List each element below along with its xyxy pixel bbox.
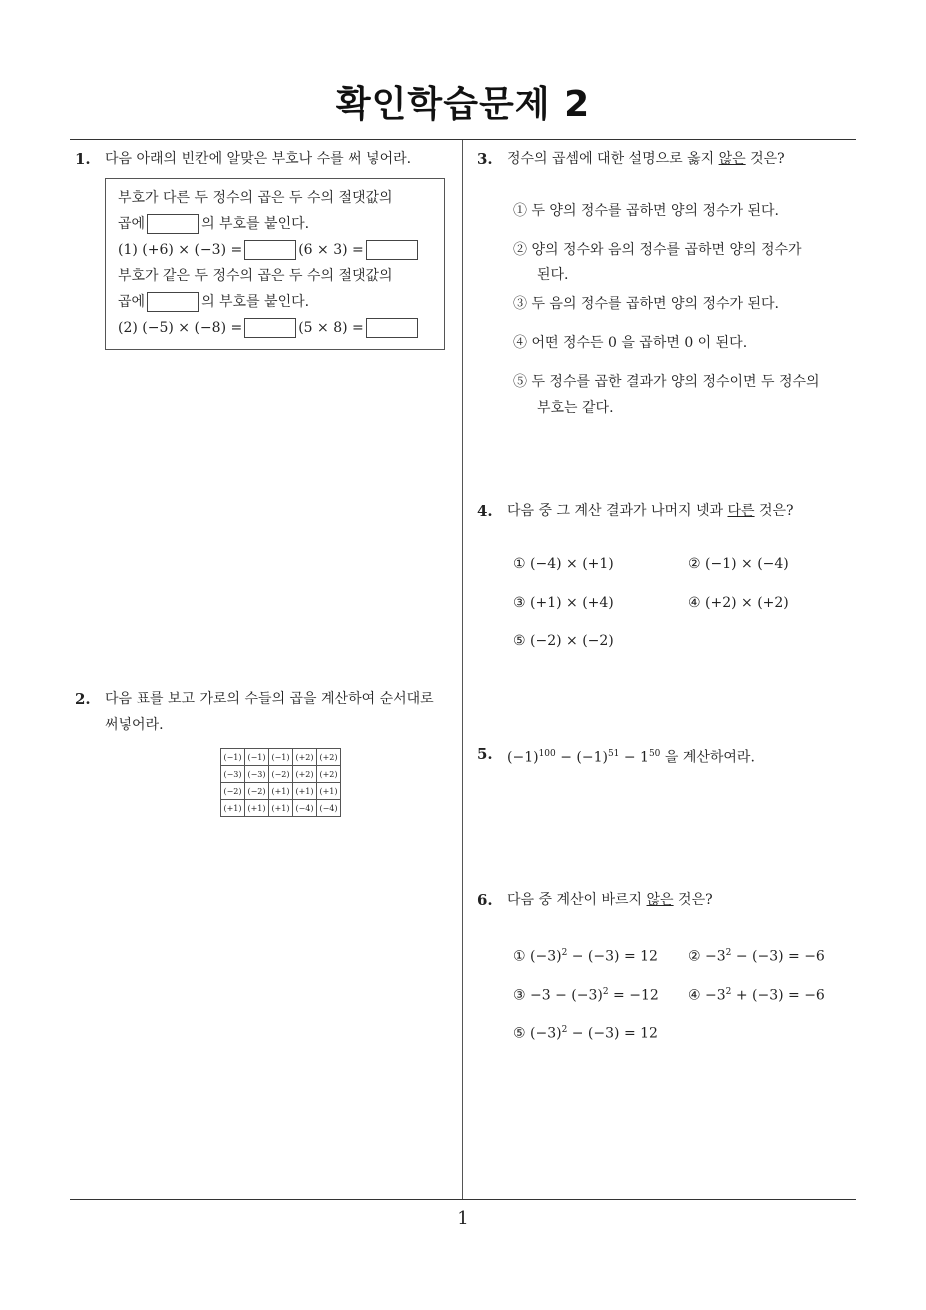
question-text-cont: 써넣어라. — [105, 717, 164, 733]
table-row — [221, 766, 341, 783]
text-part: 정수의 곱셈에 대한 설명으로 옳지 — [507, 151, 719, 167]
box-line-4: 부호가 같은 두 정수의 곱은 두 수의 절댓값의 — [118, 268, 393, 284]
table-cell: (+1) — [269, 783, 293, 800]
question-text — [507, 498, 794, 524]
box-text: (6 × 3) = — [298, 242, 364, 258]
question-text: 다음 아래의 빈칸에 알맞은 부호나 수를 써 넣어라. — [105, 151, 412, 167]
table-cell: (+2) — [317, 749, 341, 766]
table-row — [221, 783, 341, 800]
table-cell: (−4) — [293, 800, 317, 817]
table-row — [221, 800, 341, 817]
text-part: 다음 중 계산이 바르지 — [507, 892, 647, 908]
choice-1[interactable]: ① (−4) × (+1) — [513, 556, 614, 572]
answer-blank[interactable] — [244, 318, 296, 338]
choice-1[interactable] — [513, 940, 658, 970]
choice-3[interactable]: ③ 두 음의 정수를 곱하면 양의 정수가 된다. — [513, 296, 779, 312]
choice-3[interactable] — [513, 979, 659, 1009]
exponent: 2 — [602, 987, 609, 997]
exponent: 2 — [561, 1025, 568, 1035]
exponent: 100 — [538, 749, 556, 759]
choice-2[interactable]: ② (−1) × (−4) — [688, 556, 789, 572]
question-6 — [477, 887, 847, 913]
text-part: 것은? — [754, 503, 794, 519]
text-part: ③ −3 − (−3) — [513, 987, 603, 1004]
fill-in-box — [105, 178, 445, 350]
table-cell: (−2) — [269, 766, 293, 783]
choice-5-cont: 부호는 같다. — [537, 400, 614, 416]
table-cell: (−2) — [245, 783, 269, 800]
box-text: (5 × 8) = — [298, 320, 364, 336]
box-line-3 — [118, 237, 420, 263]
box-text: 곱에 — [118, 294, 146, 310]
box-text: (1) (+6) × (−3) = — [118, 242, 243, 258]
table-cell: (+2) — [293, 766, 317, 783]
question-number: 3. — [477, 150, 493, 168]
question-4 — [477, 498, 847, 524]
answer-blank[interactable] — [244, 240, 296, 260]
choice-2[interactable]: ② 양의 정수와 음의 정수를 곱하면 양의 정수가 — [513, 242, 802, 258]
number-table — [220, 748, 341, 817]
text-part: 을 계산하여라. — [660, 749, 755, 766]
column-divider — [462, 140, 463, 1200]
text-part: − (−3) = 12 — [567, 948, 658, 965]
question-number: 2. — [75, 690, 91, 708]
choice-4[interactable]: ④ 어떤 정수든 0 을 곱하면 0 이 된다. — [513, 335, 748, 351]
question-text — [507, 741, 755, 771]
choice-1[interactable]: ① 두 양의 정수를 곱하면 양의 정수가 된다. — [513, 203, 779, 219]
box-line-2 — [118, 211, 309, 237]
table-cell: (+1) — [269, 800, 293, 817]
question-number: 5. — [477, 745, 493, 763]
text-part: ② −3 — [688, 948, 726, 965]
answer-blank[interactable] — [366, 318, 418, 338]
question-1 — [75, 146, 455, 172]
text-part: + (−3) = −6 — [731, 987, 825, 1004]
box-line-1: 부호가 다른 두 정수의 곱은 두 수의 절댓값의 — [118, 190, 393, 206]
table-cell: (−3) — [221, 766, 245, 783]
choice-5[interactable]: ⑤ 두 정수를 곱한 결과가 양의 정수이면 두 정수의 — [513, 374, 820, 390]
question-3 — [477, 146, 847, 172]
underlined-text: 않은 — [718, 151, 746, 167]
table-cell: (−1) — [245, 749, 269, 766]
choice-3[interactable]: ③ (+1) × (+4) — [513, 595, 614, 611]
choice-2[interactable] — [688, 940, 825, 970]
answer-blank[interactable] — [366, 240, 418, 260]
question-text — [507, 887, 713, 913]
bottom-rule — [70, 1199, 856, 1200]
table-cell: (−2) — [221, 783, 245, 800]
table-cell: (−1) — [269, 749, 293, 766]
exponent: 2 — [725, 948, 732, 958]
box-text: (2) (−5) × (−8) = — [118, 320, 243, 336]
text-part: 다음 중 그 계산 결과가 나머지 넷과 — [507, 503, 728, 519]
choice-4[interactable] — [688, 979, 825, 1009]
exponent: 50 — [648, 749, 661, 759]
question-5 — [477, 741, 847, 767]
choice-5[interactable] — [513, 1017, 658, 1047]
text-part: − (−3) = 12 — [567, 1025, 658, 1042]
text-part: = −12 — [608, 987, 659, 1004]
question-number: 4. — [477, 502, 493, 520]
question-text — [507, 146, 785, 172]
box-line-5 — [118, 289, 309, 315]
text-part: ⑤ (−3) — [513, 1025, 562, 1042]
choice-2-cont: 된다. — [537, 267, 569, 283]
question-2 — [75, 686, 460, 740]
table-cell: (+2) — [317, 766, 341, 783]
table-cell: (+2) — [293, 749, 317, 766]
answer-blank[interactable] — [147, 214, 199, 234]
question-number: 1. — [75, 150, 91, 168]
text-part: − 1 — [619, 749, 649, 766]
choice-5[interactable]: ⑤ (−2) × (−2) — [513, 633, 614, 649]
exponent: 2 — [725, 987, 732, 997]
box-line-6 — [118, 315, 420, 341]
table-cell: (−3) — [245, 766, 269, 783]
box-text: 의 부호를 붙인다. — [201, 294, 310, 310]
text-part: − (−3) = −6 — [731, 948, 825, 965]
answer-blank[interactable] — [147, 292, 199, 312]
exponent: 51 — [607, 749, 620, 759]
text-part: (−1) — [507, 749, 539, 766]
underlined-text: 않은 — [646, 892, 674, 908]
page-title: 확인학습문제 2 — [335, 84, 591, 125]
text-part: 것은? — [745, 151, 785, 167]
exponent: 2 — [561, 948, 568, 958]
question-text: 다음 표를 보고 가로의 수들의 곱을 계산하여 순서대로 — [105, 691, 434, 707]
table-cell: (+1) — [293, 783, 317, 800]
table-cell: (+1) — [317, 783, 341, 800]
question-number: 6. — [477, 891, 493, 909]
text-part: 것은? — [673, 892, 713, 908]
top-rule — [70, 139, 856, 140]
choice-4[interactable]: ④ (+2) × (+2) — [688, 595, 789, 611]
text-part: ④ −3 — [688, 987, 726, 1004]
table-row — [221, 749, 341, 766]
table-cell: (+1) — [221, 800, 245, 817]
table-cell: (−1) — [221, 749, 245, 766]
text-part: − (−1) — [555, 749, 608, 766]
table-cell: (−4) — [317, 800, 341, 817]
box-text: 의 부호를 붙인다. — [201, 216, 310, 232]
box-text: 곱에 — [118, 216, 146, 232]
page-number: 1 — [457, 1208, 469, 1229]
table-cell: (+1) — [245, 800, 269, 817]
text-part: ① (−3) — [513, 948, 562, 965]
underlined-text: 다른 — [727, 503, 755, 519]
